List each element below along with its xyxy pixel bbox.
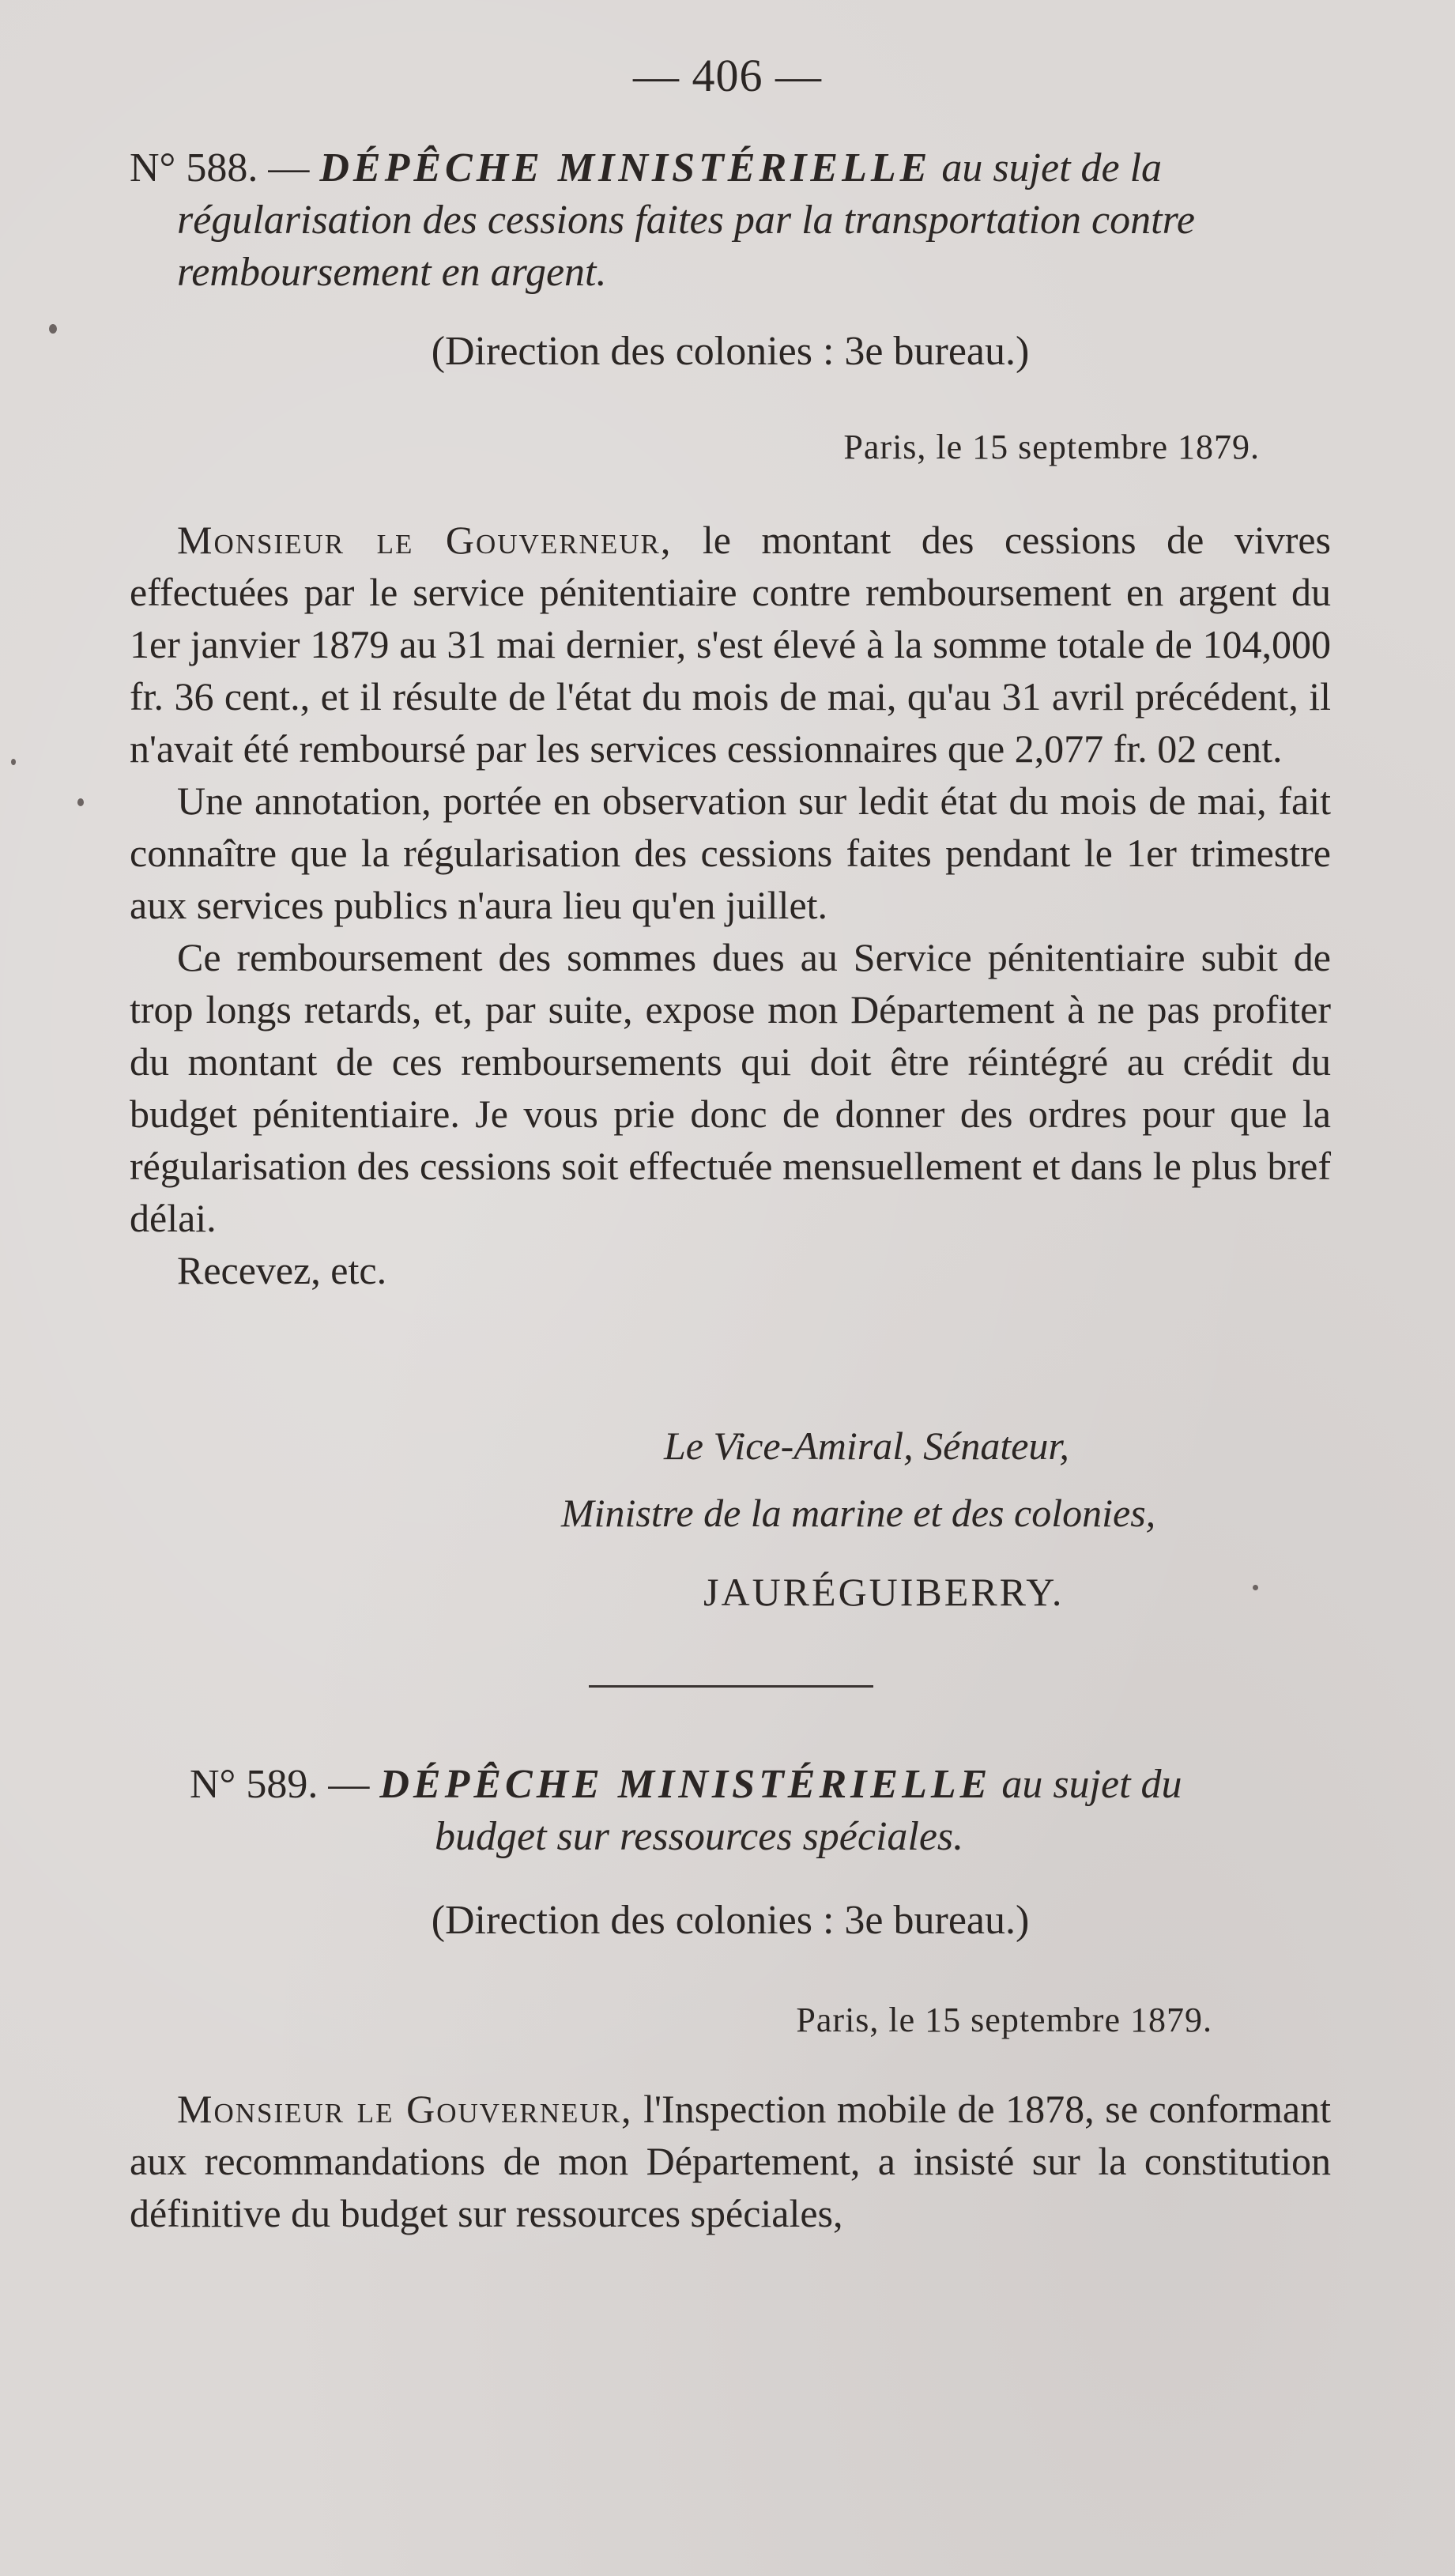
doc-588-paragraph-2: Une annotation, portée en observation sur ledit état du mois de mai, fait connaître que la régularisation des cessions faites pendant le 1er trimestre aux services publics n'aura lieu qu'en juillet. [130,779,1331,927]
scan-speck [77,798,84,806]
doc-588-body [130,514,1331,1296]
scan-speck [49,324,57,334]
doc-589-body [130,2083,1331,2239]
doc-588-heading-line3: remboursement en argent. [177,250,607,295]
doc-589-title: DÉPÊCHE MINISTÉRIELLE [379,1762,992,1807]
doc-589-paragraph-1: Monsieur le Gouverneur, l'Inspection mobile de 1878, se conformant aux recommandations de mon Département, a insisté sur la constitution définitive du budget sur ressources spéciales, [130,2087,1332,2235]
doc-589-direction: (Direction des colonies : 3e bureau.) [431,1898,1030,1943]
doc-589-heading-line2: budget sur ressources spéciales. [435,1814,964,1859]
section-divider [589,1685,873,1688]
doc-588-closing: Recevez, etc. [177,1248,387,1292]
doc-588-signature-title: Le Vice-Amiral, Sénateur, [664,1424,1069,1468]
doc-588-heading [130,142,1331,299]
doc-589-dateline: Paris, le 15 septembre 1879. [796,2001,1212,2039]
doc-589-number: N° 589. — [190,1762,370,1807]
doc-588-number: N° 588. — [130,145,310,190]
doc-588-paragraph-1: Monsieur le Gouverneur, le montant des cessions de vivres effectuées par le service pénitentiaire contre remboursement en argent du 1er janvier 1879 au 31 mai dernier, s'est élevé à la somme totale de 104,000 fr. 36 cent., et il résulte de l'état du mois de mai, qu'au 31 avril précédent, il n'avait été remboursé par les services cessionnaires que 2,077 fr. 02 cent. [130,518,1332,771]
doc-588-signature-ministry: Ministre de la marine et des colonies, [561,1491,1156,1535]
doc-589-heading [190,1759,1296,1863]
doc-588-salutation: Monsieur le Gouverneur, [177,518,673,562]
doc-588-paragraph-3: Ce remboursement des sommes dues au Service pénitentiaire subit de trop longs retards, et, par suite, expose mon Département à ne pas profiter du montant de ces remboursements qui doit être réintégré au crédit du budget pénitentiaire. Je vous prie donc de donner des ordres pour que la régularisation des cessions soit effectuée mensuellement et dans le plus bref délai. [130,935,1331,1240]
doc-588-title: DÉPÊCHE MINISTÉRIELLE [319,145,932,190]
doc-589-heading-rest: au sujet du [1001,1762,1182,1807]
doc-588-dateline: Paris, le 15 septembre 1879. [843,428,1260,466]
doc-588-signature-name: JAURÉGUIBERRY. [703,1570,1065,1614]
scan-speck [11,759,16,765]
scan-speck [1253,1585,1258,1590]
page-number: — 406 — [633,50,822,101]
doc-588-heading-rest: au sujet de la [941,145,1163,190]
doc-588-heading-line2: régularisation des cessions faites par la transportation contre [177,198,1195,243]
doc-588-direction: (Direction des colonies : 3e bureau.) [431,329,1030,374]
doc-589-salutation: Monsieur le Gouverneur, [177,2087,633,2131]
